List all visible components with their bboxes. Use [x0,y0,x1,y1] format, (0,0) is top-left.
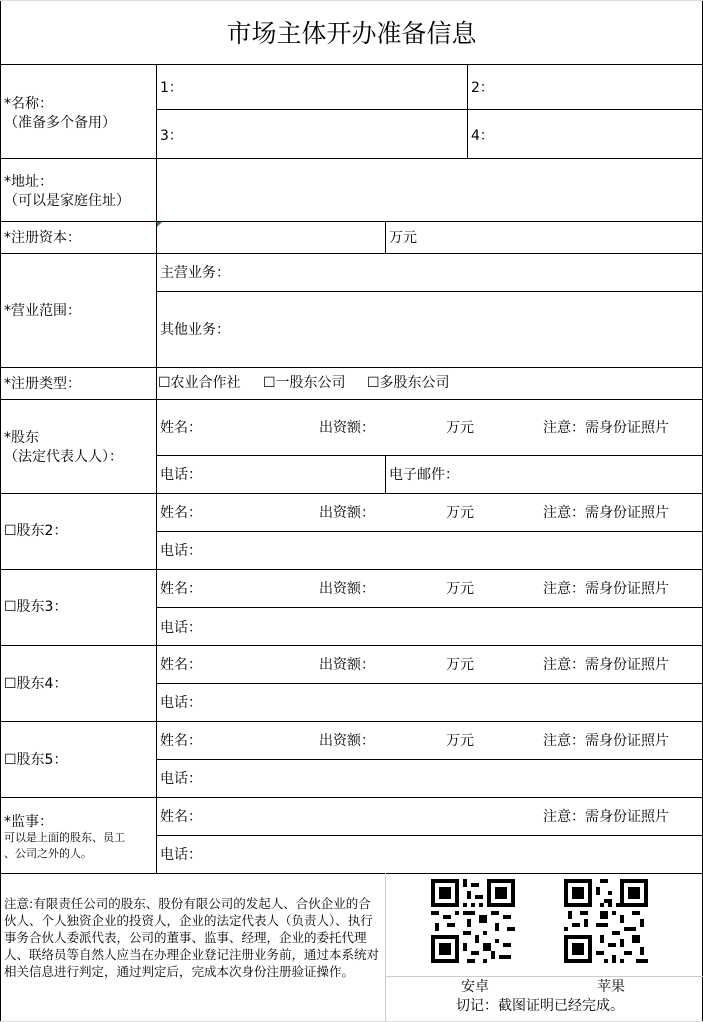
address-field[interactable] [157,159,702,221]
android-qr-code [431,878,515,964]
shareholder-1-phone[interactable]: 电话： [160,467,202,483]
name-slot-3[interactable]: 3： [160,128,183,144]
frame-top [0,0,703,1]
shareholder-3-unit: 万元 [446,581,474,597]
scope-main-label[interactable]: 主营业务： [160,265,230,281]
scope-other-label[interactable]: 其他业务： [160,322,230,338]
shareholder-3-label[interactable]: ☐股东3： [4,599,68,615]
shareholder-4-investment[interactable]: 出资额： [319,657,375,673]
shareholder-2-phone[interactable]: 电话： [160,543,202,559]
shareholder-3-note: 注意：需身份证照片 [543,581,669,597]
android-label: 安卓 [461,979,489,995]
rule [0,64,703,65]
rule [0,797,703,798]
cell-marker [157,222,162,227]
shareholder-2-label[interactable]: ☐股东2： [4,523,68,539]
rule [467,64,468,158]
reg-type-option-multi[interactable]: ☐多股东公司 [367,375,450,391]
supervisor-label: *监事： [4,814,53,830]
shareholder-1-sublabel: （法定代表人人）： [4,449,123,465]
shareholder-4-label[interactable]: ☐股东4： [4,676,68,692]
rule [156,835,703,836]
shareholder-4-phone[interactable]: 电话： [160,695,202,711]
shareholder-1-label: *股东 [4,430,39,446]
rule [0,399,703,400]
capital-unit: 万元 [389,230,417,246]
supervisor-name[interactable]: 姓名： [160,809,202,825]
shareholder-1-note: 注意：需身份证照片 [543,420,669,436]
rule [385,873,386,1022]
rule [156,683,703,684]
name-sublabel: （准备多个备用） [4,115,116,131]
name-slot-2[interactable]: 2： [471,80,494,96]
apple-qr-code [564,878,648,964]
reg-type-option-single[interactable]: ☐一股东公司 [263,375,346,391]
rule [0,493,703,494]
rule [156,455,703,456]
rule [156,531,703,532]
supervisor-sublabel-2: 、公司之外的人。 [4,847,92,860]
reg-type-label: *注册类型： [4,376,81,392]
shareholder-1-unit: 万元 [446,420,474,436]
name-label: *名称： [4,96,53,112]
rule [385,976,703,977]
shareholder-5-label[interactable]: ☐股东5： [4,752,68,768]
shareholder-3-name[interactable]: 姓名： [160,581,202,597]
shareholder-5-unit: 万元 [446,733,474,749]
apple-label: 苹果 [597,979,625,995]
shareholder-4-unit: 万元 [446,657,474,673]
reg-type-option-coop[interactable]: ☐农业合作社 [158,375,241,391]
scope-label: *营业范围： [4,303,81,319]
shareholder-4-note: 注意：需身份证照片 [543,657,669,673]
rule [0,221,703,222]
rule [156,291,703,292]
screenshot-reminder: 切记：截图证明已经完成。 [456,998,624,1014]
shareholder-1-email[interactable]: 电子邮件： [389,467,459,483]
rule [156,109,703,110]
capital-label: *注册资本： [4,230,81,246]
address-label: *地址： [4,174,53,190]
rule [0,645,703,646]
supervisor-sublabel-1: 可以是上面的股东、员工 [4,831,125,844]
rule [0,367,703,368]
rule [0,253,703,254]
address-sublabel: （可以是家庭住址） [4,193,130,209]
shareholder-5-note: 注意：需身份证照片 [543,733,669,749]
shareholder-3-phone[interactable]: 电话： [160,620,202,636]
rule [0,873,703,874]
footer-note: 注意:有限责任公司的股东、股份有限公司的发起人、合伙企业的合伙人、个人独资企业的投资人，企业的法定代表人（负责人）、执行事务合伙人委派代表，公司的董事、监事、经理，企业的委托代理人、联络员等自然人应当在办理企业登记注册业务前，通过本系统对相关信息进行判定，通过判定后，完成本次身份注册验证操作。 [4,896,380,979]
shareholder-3-investment[interactable]: 出资额： [319,581,375,597]
rule [156,607,703,608]
shareholder-2-investment[interactable]: 出资额： [319,505,375,521]
rule [385,455,386,493]
rule [385,221,386,253]
shareholder-2-unit: 万元 [446,505,474,521]
shareholder-2-name[interactable]: 姓名： [160,505,202,521]
shareholder-5-name[interactable]: 姓名： [160,733,202,749]
name-slot-4[interactable]: 4： [471,128,494,144]
supervisor-phone[interactable]: 电话： [160,847,202,863]
shareholder-5-phone[interactable]: 电话： [160,771,202,787]
page-title: 市场主体开办准备信息 [226,19,477,48]
shareholder-4-name[interactable]: 姓名： [160,657,202,673]
rule [0,721,703,722]
shareholder-5-investment[interactable]: 出资额： [319,733,375,749]
shareholder-1-name[interactable]: 姓名： [160,420,202,436]
shareholder-2-note: 注意：需身份证照片 [543,505,669,521]
rule [156,759,703,760]
rule [0,569,703,570]
supervisor-note: 注意：需身份证照片 [543,809,669,825]
shareholder-1-investment[interactable]: 出资额： [319,420,375,436]
frame-left [0,0,1,1022]
name-slot-1[interactable]: 1： [160,80,183,96]
